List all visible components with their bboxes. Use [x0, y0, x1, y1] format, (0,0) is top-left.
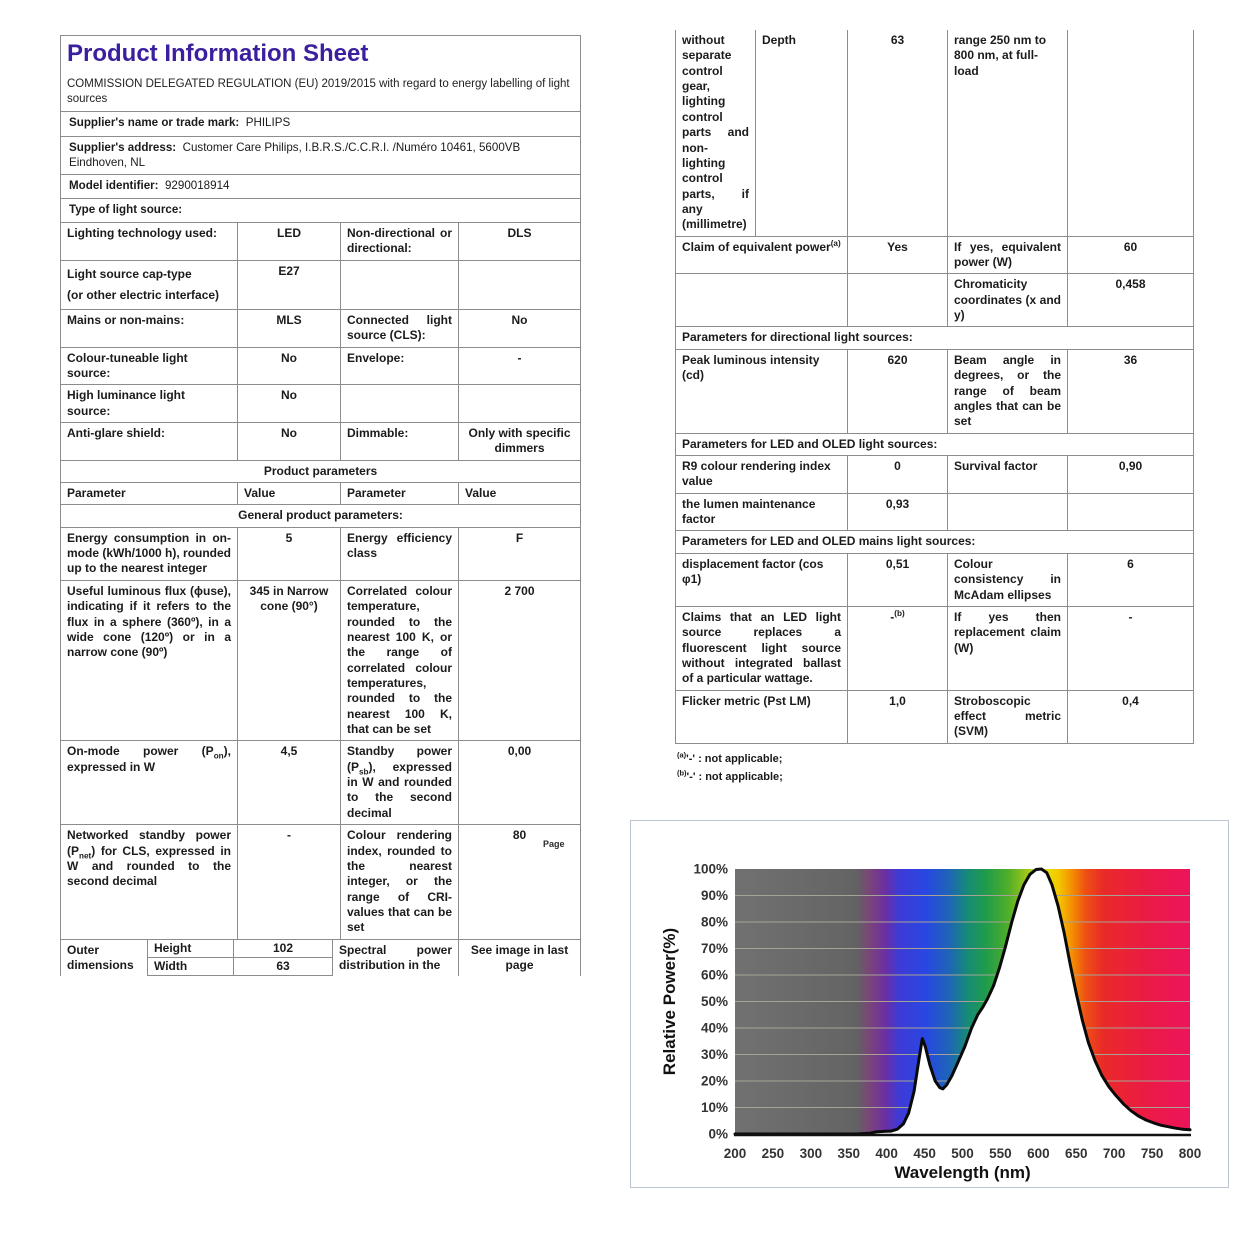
- table-cell: Networked standby power $(P_{net})$ for CLS, expressed in W and rounded to the second decimal: [61, 825, 238, 940]
- table-cell: [341, 260, 459, 309]
- table-cell: 60: [1068, 236, 1194, 274]
- table-row: [676, 531, 1194, 553]
- x-tick-label: 350: [837, 1146, 861, 1161]
- table-cell: [1068, 493, 1194, 531]
- width-value: 63: [276, 958, 290, 973]
- y-tick-label: 100%: [693, 861, 728, 877]
- type-of-light-source-label: Type of light source:: [69, 203, 183, 217]
- y-tick-label: 80%: [700, 914, 728, 930]
- footnote-b-marker: (b): [677, 768, 687, 778]
- spectral-distribution-value: See image in last page: [470, 942, 569, 973]
- x-tick-label: 400: [875, 1146, 898, 1161]
- y-tick-label: 60%: [700, 967, 728, 983]
- table-cell: 620: [848, 349, 948, 433]
- table-cell: No: [238, 422, 341, 460]
- table-cell: Envelope:: [341, 347, 459, 385]
- table-row: [61, 385, 581, 423]
- table-cell: 0,51: [848, 553, 948, 606]
- table-cell: [459, 260, 581, 309]
- table-cell: DLS: [459, 223, 581, 261]
- table-cell: 1,0: [848, 690, 948, 743]
- table-cell: Product parameters: [61, 460, 581, 482]
- table-cell: [341, 385, 459, 423]
- table-cell: Yes: [848, 236, 948, 274]
- table-cell: Connected light source (CLS):: [341, 309, 459, 347]
- y-tick-label: 50%: [700, 994, 728, 1009]
- height-value: 102: [272, 940, 294, 955]
- table-row: [676, 553, 1194, 606]
- table-cell: Survival factor: [948, 455, 1068, 493]
- table-cell: displacement factor (cos φ1): [676, 553, 848, 606]
- table-row: [676, 274, 1194, 327]
- table-cell: Value: [238, 483, 341, 505]
- table-cell: Parameters for LED and OLED light sources:: [676, 433, 1194, 455]
- model-identifier-row: [61, 175, 581, 199]
- table-cell: 0,90: [1068, 455, 1194, 493]
- supplier-name-row: [61, 111, 581, 136]
- table-row: [676, 606, 1194, 690]
- table-cell: Useful luminous flux (ϕuse), indicating if it refers to the flux in a sphere (360º), in a wide cone (120º) or in a narrow cone (90º): [61, 580, 238, 741]
- table-cell: Stroboscopic effect metric (SVM): [948, 690, 1068, 743]
- footnote-b-text: '-' : not applicable;: [686, 771, 783, 784]
- y-tick-label: 10%: [700, 1100, 728, 1115]
- table-cell: Beam angle in degrees, or the range of beam angles that can be set: [948, 349, 1068, 433]
- table-cell: 6: [1068, 553, 1194, 606]
- x-tick-label: 200: [723, 1146, 747, 1161]
- table-row: [676, 455, 1194, 493]
- table-cell: If yes, equivalent power (W): [948, 236, 1068, 274]
- table-cell: Depth: [756, 30, 848, 236]
- footnote-a-marker: (a): [677, 750, 687, 760]
- table-cell: Parameter: [61, 483, 238, 505]
- table-cell: High luminance light source:: [61, 385, 238, 423]
- table-cell: [676, 274, 848, 327]
- table-cell: No: [459, 309, 581, 347]
- table-cell: Peak luminous intensity (cd): [676, 349, 848, 433]
- table-row: [61, 741, 581, 825]
- model-identifier-value: 9290018914: [164, 179, 230, 193]
- table-cell: 5: [238, 527, 341, 580]
- table-cell: Colour consistency in McAdam ellipses: [948, 553, 1068, 606]
- table-cell: Dimmable:: [341, 422, 459, 460]
- table-cell: Anti-glare shield:: [61, 422, 238, 460]
- outer-dimensions-label: Outer dimensions: [61, 940, 148, 977]
- table-row: [676, 690, 1194, 743]
- x-tick-label: 800: [1178, 1146, 1202, 1161]
- supplier-address-value: Customer Care Philips, I.B.R.S./C.C.R.I. /Numéro 10461, 5600VB Eindhoven, NL: [69, 140, 521, 169]
- table-cell: MLS: [238, 309, 341, 347]
- table-cell: -: [1068, 606, 1194, 690]
- table-row: [61, 260, 581, 309]
- table-cell: 63: [848, 30, 948, 236]
- x-tick-label: 750: [1140, 1146, 1164, 1161]
- table-cell: No: [238, 385, 341, 423]
- table-cell: Lighting technology used:: [61, 223, 238, 261]
- table-cell: 0: [848, 455, 948, 493]
- table-cell: Parameter: [341, 483, 459, 505]
- table-row: [676, 236, 1194, 274]
- table-cell: [848, 274, 948, 327]
- table-cell: Claim of equivalent power$^{(a)}$: [676, 236, 848, 274]
- table-cell: -: [459, 347, 581, 385]
- table-cell: Flicker metric (Pst LM): [676, 690, 848, 743]
- y-tick-label: 40%: [700, 1020, 728, 1036]
- x-axis-title: Wavelength (nm): [894, 1163, 1031, 1182]
- product-parameters-table-continued: [675, 30, 1194, 744]
- table-row: [61, 309, 581, 347]
- table-cell: Colour-tuneable light source:: [61, 347, 238, 385]
- table-cell: 0,93: [848, 493, 948, 531]
- y-tick-label: 30%: [700, 1047, 728, 1062]
- spectral-power-chart-svg: [631, 821, 1226, 1185]
- height-row: [148, 940, 332, 958]
- footnote-a-text: '-' : not applicable;: [686, 752, 783, 765]
- product-info-table: [60, 35, 581, 976]
- page1-column: [60, 35, 580, 976]
- page-footer-fragment: Page: [543, 839, 565, 849]
- table-cell: 80: [459, 825, 581, 940]
- table-cell: LED: [238, 223, 341, 261]
- table-row: [61, 223, 581, 261]
- table-row: [676, 433, 1194, 455]
- x-tick-label: 550: [989, 1146, 1012, 1161]
- table-row: [676, 493, 1194, 531]
- table-cell: Parameters for LED and OLED mains light sources:: [676, 531, 1194, 553]
- table-cell: Parameters for directional light sources:: [676, 327, 1194, 349]
- model-identifier-label: Model identifier:: [69, 179, 159, 193]
- table-cell: Non-directional or directional:: [341, 223, 459, 261]
- height-label: Height: [148, 940, 234, 957]
- table-cell: [948, 493, 1068, 531]
- y-tick-label: 90%: [700, 888, 728, 903]
- table-cell: range 250 nm to 800 nm, at full-load: [948, 30, 1068, 236]
- supplier-name-cell: [61, 111, 581, 136]
- table-row: [61, 580, 581, 741]
- supplier-name-value: PHILIPS: [245, 115, 291, 129]
- y-tick-label: 20%: [700, 1073, 728, 1089]
- y-tick-label: 70%: [700, 941, 728, 956]
- regulation-subtitle: COMMISSION DELEGATED REGULATION (EU) 2019/2015 with regard to energy labelling of light sources: [67, 77, 570, 106]
- table-cell: Value: [459, 483, 581, 505]
- title-row: [61, 36, 581, 112]
- table-row: [61, 825, 581, 940]
- x-tick-label: 600: [1027, 1146, 1050, 1161]
- table-cell: Colour rendering index, rounded to the nearest integer, or the range of CRI-values that can be set: [341, 825, 459, 940]
- table-cell: If yes then replacement claim (W): [948, 606, 1068, 690]
- y-axis-title: Relative Power(%): [660, 927, 679, 1076]
- table-cell: without separate control gear, lighting control parts and non-lighting control parts, if any (millimetre): [676, 30, 756, 236]
- outer-dimensions-subtable: [148, 940, 333, 977]
- x-tick-label: 450: [913, 1146, 936, 1161]
- table-cell: 0,00: [459, 741, 581, 825]
- table-cell: General product parameters:: [61, 505, 581, 527]
- table-row: [61, 422, 581, 460]
- x-tick-label: 500: [951, 1146, 974, 1161]
- table-row: [676, 349, 1194, 433]
- outer-dimensions-row: [61, 939, 581, 976]
- table-cell: -: [238, 825, 341, 940]
- table-cell: Chromaticity coordinates (x and y): [948, 274, 1068, 327]
- table-cell: Mains or non-mains:: [61, 309, 238, 347]
- page2-column: [675, 30, 1193, 787]
- table-cell: [459, 385, 581, 423]
- footnote-a: [677, 750, 1193, 769]
- type-of-light-source-cell: [61, 199, 581, 223]
- supplier-address-cell: [61, 136, 581, 175]
- table-row: [61, 460, 581, 482]
- x-tick-label: 650: [1064, 1146, 1088, 1161]
- spectral-power-distribution-chart: [630, 820, 1229, 1188]
- y-tick-label: 0%: [708, 1126, 728, 1142]
- table-cell: [1068, 30, 1194, 236]
- model-identifier-cell: [61, 175, 581, 199]
- table-cell: Standby power $(P_{sb})$, expressed in W and rounded to the second decimal: [341, 741, 459, 825]
- table-row: [61, 483, 581, 505]
- supplier-address-label: Supplier's address:: [69, 140, 177, 154]
- table-cell: Light source cap-type (or other electric interface): [61, 260, 238, 309]
- table-cell: 36: [1068, 349, 1194, 433]
- table-cell: 0,458: [1068, 274, 1194, 327]
- table-cell: On-mode power $(P_{on})$, expressed in W: [61, 741, 238, 825]
- table-cell: Claims that an LED light source replaces a fluorescent light source without integrated ballast of a particular wattage.: [676, 606, 848, 690]
- x-tick-label: 250: [761, 1146, 785, 1161]
- table-cell: 2 700: [459, 580, 581, 741]
- footnotes: [675, 750, 1193, 787]
- table-cell: Energy consumption in on-mode (kWh/1000 h), rounded up to the nearest integer: [61, 527, 238, 580]
- table-cell: Energy efficiency class: [341, 527, 459, 580]
- table-cell: the lumen maintenance factor: [676, 493, 848, 531]
- table-row: [676, 327, 1194, 349]
- width-label: Width: [148, 958, 234, 975]
- table-row: [61, 347, 581, 385]
- table-cell: 0,4: [1068, 690, 1194, 743]
- table-cell: No: [238, 347, 341, 385]
- x-tick-label: 300: [799, 1146, 823, 1161]
- table-cell: -$^{(b)}$: [848, 606, 948, 690]
- spectral-distribution-label: Spectral power distribution in the: [333, 940, 459, 977]
- table-row: [676, 30, 1194, 236]
- supplier-name-label: Supplier's name or trade mark:: [69, 115, 240, 129]
- table-row: [61, 505, 581, 527]
- footnote-b: [677, 768, 1193, 787]
- title-cell: [61, 36, 581, 112]
- table-cell: R9 colour rendering index value: [676, 455, 848, 493]
- supplier-address-row: [61, 136, 581, 175]
- table-cell: Only with specific dimmers: [459, 422, 581, 460]
- table-cell: F: [459, 527, 581, 580]
- table-row: [61, 527, 581, 580]
- table-cell: 4,5: [238, 741, 341, 825]
- type-of-light-source-row: [61, 199, 581, 223]
- table-cell: E27: [238, 260, 341, 309]
- table-cell: Correlated colour temperature, rounded to the nearest 100 K, or the range of correlated colour temperatures, rounded to the nearest 100 K, that can be set: [341, 580, 459, 741]
- table-cell: 345 in Narrow cone (90°): [238, 580, 341, 741]
- x-tick-label: 700: [1102, 1146, 1126, 1161]
- page-title: Product Information Sheet: [67, 40, 369, 67]
- outer-dimensions-cell: [61, 939, 581, 976]
- width-row: [148, 958, 332, 976]
